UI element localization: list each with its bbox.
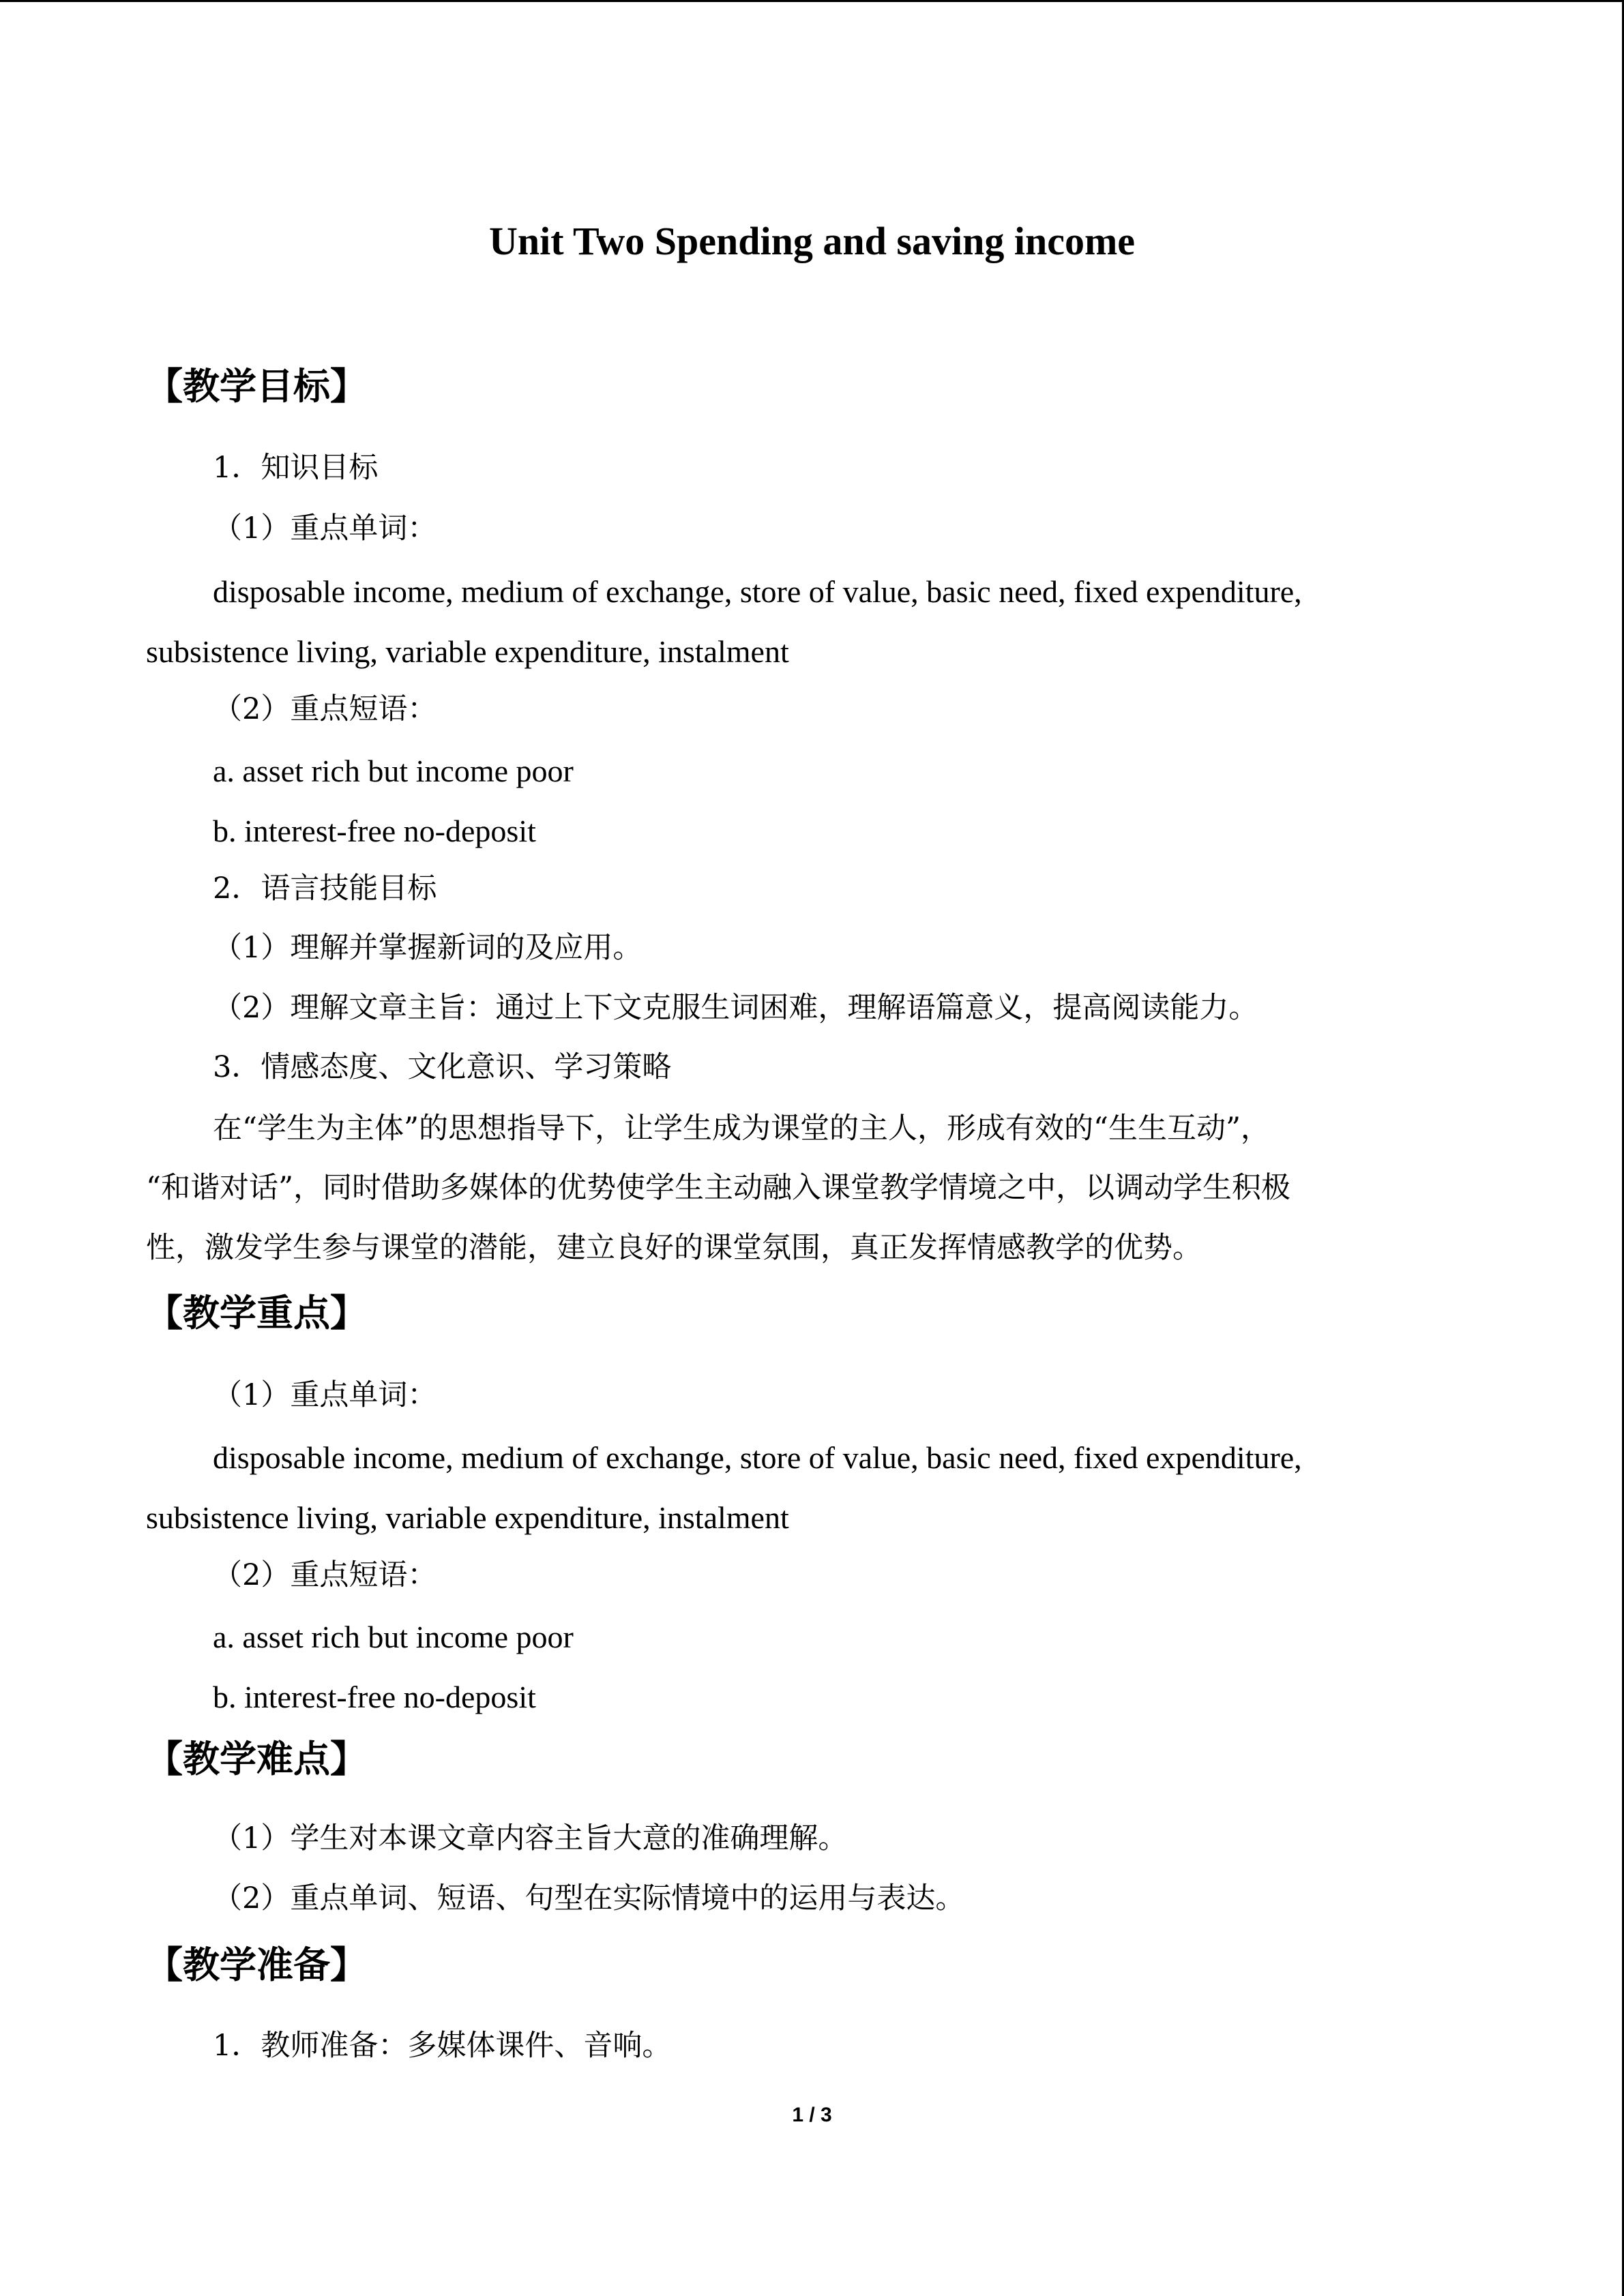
emotion-paragraph-line-3: 性，激发学生参与课堂的潜能，建立良好的课堂氛围，真正发挥情感教学的优势。 [146,1231,1202,1265]
skill-item-1: （1）理解并掌握新词的及应用。 [213,931,643,965]
knowledge-goal-label: 1．知识目标 [213,451,379,485]
key-vocab-line-2: subsistence living, variable expenditure, instalment [146,634,789,669]
heading-teaching-objectives: 【教学目标】 [146,364,367,408]
heading-teaching-key-points: 【教学重点】 [146,1291,367,1335]
preparation-item-1: 1．教师准备：多媒体课件、音响。 [213,2029,672,2063]
key-points-phrase-label: （2）重点短语： [213,1558,437,1592]
key-vocab-line-1: disposable income, medium of exchange, store of value, basic need, fixed expenditure, [213,574,1302,609]
key-points-vocab-line-1: disposable income, medium of exchange, store of value, basic need, fixed expenditure, [213,1440,1302,1475]
key-points-phrase-b: b. interest-free no-deposit [213,1680,536,1714]
difficulty-item-1: （1）学生对本课文章内容主旨大意的准确理解。 [213,1821,848,1855]
language-skill-goal-label: 2．语言技能目标 [213,871,437,906]
key-phrase-a: a. asset rich but income poor [213,754,574,788]
key-phrase-label: （2）重点短语： [213,692,437,726]
key-vocab-label: （1）重点单词： [213,511,437,546]
heading-teaching-difficulties: 【教学难点】 [146,1737,367,1780]
skill-item-2: （2）理解文章主旨：通过上下文克服生词困难，理解语篇意义，提高阅读能力。 [213,991,1258,1025]
emotion-goal-label: 3．情感态度、文化意识、学习策略 [213,1050,672,1084]
document-title: Unit Two Spending and saving income [488,219,1136,263]
difficulty-item-2: （2）重点单词、短语、句型在实际情境中的运用与表达。 [213,1881,965,1915]
emotion-paragraph-line-1: 在“学生为主体”的思想指导下，让学生成为课堂的主人，形成有效的“生生互动”， [213,1112,1270,1146]
key-points-vocab-line-2: subsistence living, variable expenditure, instalment [146,1500,789,1535]
emotion-paragraph-line-2: “和谐对话”，同时借助多媒体的优势使学生主动融入课堂教学情境之中，以调动学生积极 [146,1171,1290,1205]
heading-teaching-preparation: 【教学准备】 [146,1943,367,1986]
key-points-vocab-label: （1）重点单词： [213,1378,437,1412]
page-number: 1 / 3 [792,2104,832,2126]
key-phrase-b: b. interest-free no-deposit [213,814,536,848]
key-points-phrase-a: a. asset rich but income poor [213,1620,574,1654]
